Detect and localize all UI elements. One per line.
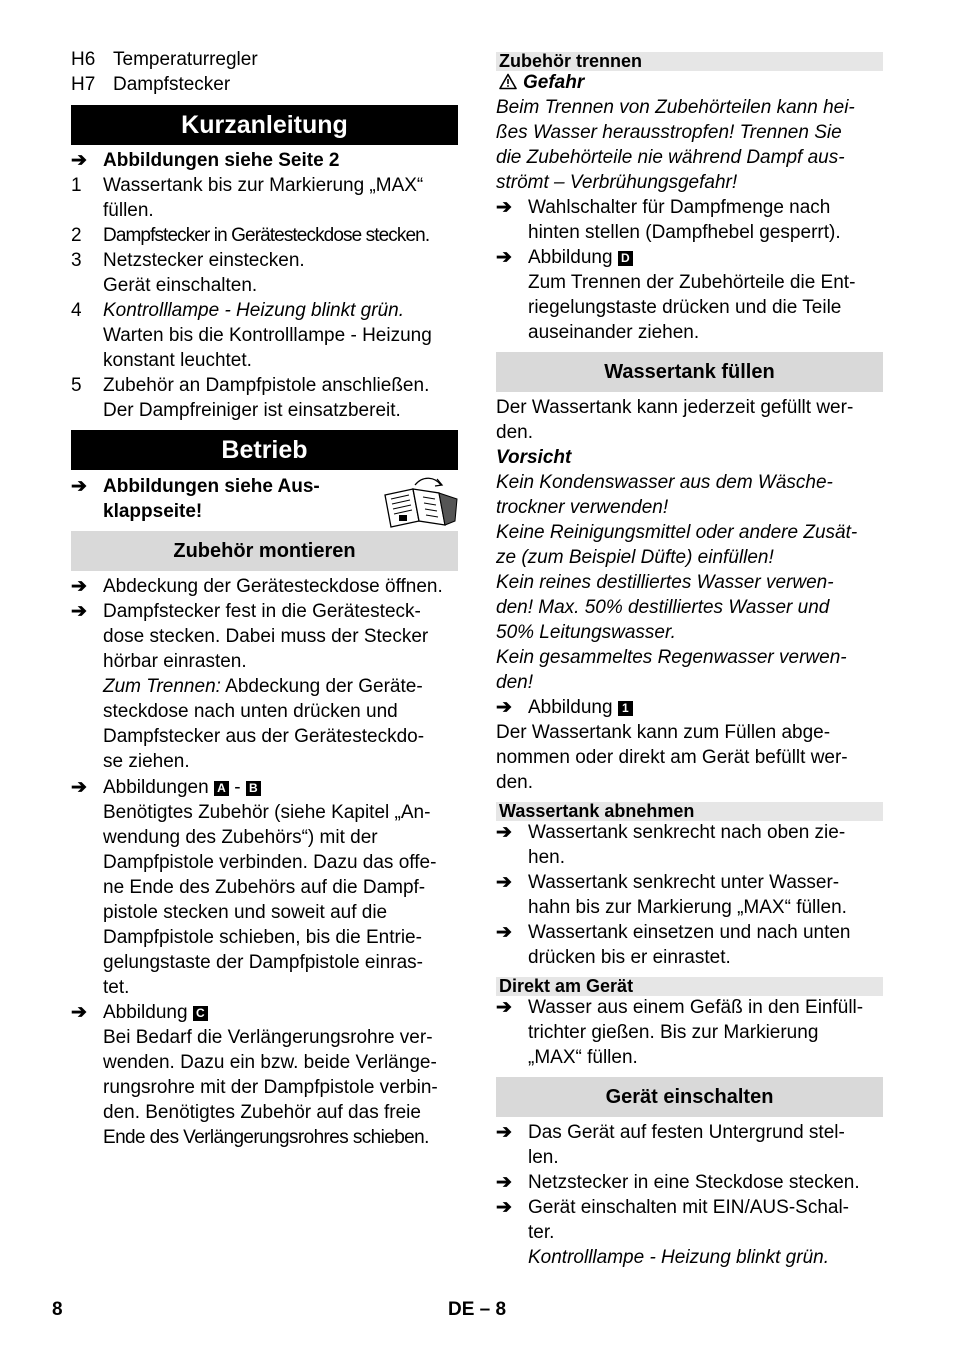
instruction-text: hahn bis zur Markierung „MAX“ füllen. — [528, 897, 847, 918]
caution-text: trockner verwenden! — [496, 497, 669, 518]
arrow-right-icon: ➔ — [496, 247, 512, 268]
instruction-text: Wassertank senkrecht unter Wasser- — [528, 872, 840, 893]
arrow-right-icon: ➔ — [496, 1172, 512, 1193]
instruction-text: Bei Bedarf die Verlängerungsrohre ver- — [103, 1027, 433, 1048]
instruction-text: Benötigtes Zubehör (siehe Kapitel „An- — [103, 802, 431, 823]
caution-text: den! — [496, 672, 533, 693]
figure-badge: A — [214, 781, 229, 796]
instruction-text: „MAX“ füllen. — [528, 1047, 638, 1068]
step-number: 1 — [71, 175, 82, 196]
figure-label: Abbildung — [528, 247, 613, 268]
instruction-text: hen. — [528, 847, 565, 868]
instruction-text — [528, 245, 633, 270]
warning-triangle-icon — [499, 73, 517, 90]
instruction-text: riegelungstaste drücken und die Teile — [528, 297, 842, 318]
arrow-right-icon: ➔ — [71, 777, 87, 798]
instruction-text: Dampfpistole verbinden. Dazu das offe- — [103, 852, 437, 873]
instruction-text: Netzstecker in eine Steckdose stecken. — [528, 1172, 860, 1193]
body-text: den. — [496, 772, 533, 793]
section-heading-kurzanleitung: Kurzanleitung — [71, 105, 458, 145]
arrow-right-icon: ➔ — [496, 872, 512, 893]
instruction-text: auseinander ziehen. — [528, 322, 700, 343]
instruction-text: wendung des Zubehörs“) mit der — [103, 827, 378, 848]
instruction-text: pistole stecken und soweit auf die — [103, 902, 388, 923]
instruction-text: wenden. Dazu ein bzw. beide Verlänge- — [103, 1052, 437, 1073]
instruction-text — [528, 695, 633, 720]
instruction-text: Das Gerät auf festen Untergrund stel- — [528, 1122, 845, 1143]
step-text: füllen. — [103, 200, 154, 221]
figure-label: Abbildung — [103, 1002, 188, 1023]
danger-label — [499, 70, 584, 95]
figure-reference: klappseite! — [103, 501, 203, 522]
instruction-text: Ende des Verlängerungsrohres schieben. — [103, 1127, 429, 1148]
caution-text: 50% Leitungswasser. — [496, 622, 676, 643]
instruction-text: Wasser aus einem Gefäß in den Einfüll- — [528, 997, 864, 1018]
instruction-text: drücken bis er einrastet. — [528, 947, 731, 968]
instruction-text — [103, 1000, 208, 1025]
arrow-right-icon: ➔ — [496, 697, 512, 718]
instruction-text: Dampfpistole schieben, bis die Entrie- — [103, 927, 422, 948]
step-text: Netzstecker einstecken. — [103, 250, 305, 271]
instruction-text — [103, 775, 261, 800]
page-number: 8 — [52, 1299, 63, 1320]
step-number: 2 — [71, 225, 82, 246]
subsection-heading-wassertank-abnehmen: Wassertank abnehmen — [496, 802, 883, 821]
danger-label-text: Gefahr — [523, 72, 585, 93]
step-text: Warten bis die Kontrolllampe - Heizung — [103, 325, 432, 346]
figure-reference: Abbildungen siehe Aus- — [103, 476, 320, 497]
step-number: 5 — [71, 375, 82, 396]
step-text: Kontrolllampe - Heizung blinkt grün. — [103, 300, 404, 321]
arrow-right-icon: ➔ — [71, 576, 87, 597]
subsection-heading-direkt-am-geraet: Direkt am Gerät — [496, 977, 883, 996]
instruction-text: Wassertank einsetzen und nach unten — [528, 922, 851, 943]
warning-text: strömt – Verbrühungsgefahr! — [496, 172, 738, 193]
arrow-right-icon: ➔ — [71, 1002, 87, 1023]
body-text: nommen oder direkt am Gerät befüllt wer- — [496, 747, 848, 768]
subsection-heading-zubehoer-trennen: Zubehör trennen — [496, 52, 883, 71]
section-heading-wassertank-fuellen: Wassertank füllen — [496, 352, 883, 392]
caution-text: den! Max. 50% destilliertes Wasser und — [496, 597, 830, 618]
step-text: Wassertank bis zur Markierung „MAX“ — [103, 175, 424, 196]
caution-text: Keine Reinigungsmittel oder andere Zusät- — [496, 522, 858, 543]
instruction-text: Zum Trennen der Zubehörteile die Ent- — [528, 272, 856, 293]
step-text: konstant leuchtet. — [103, 350, 252, 371]
warning-text: Beim Trennen von Zubehörteilen kann hei- — [496, 97, 855, 118]
step-text: Dampfstecker in Gerätesteckdose stecken. — [103, 225, 430, 246]
arrow-right-icon: ➔ — [496, 197, 512, 218]
status-text: Kontrolllampe - Heizung blinkt grün. — [528, 1247, 829, 1268]
foldout-booklet-icon — [379, 475, 459, 530]
legend-text: Temperaturregler — [113, 49, 258, 70]
figure-badge: 1 — [618, 701, 633, 716]
instruction-text: Wassertank senkrecht nach oben zie- — [528, 822, 846, 843]
instruction-text: hörbar einrasten. — [103, 651, 247, 672]
instruction-text: steckdose nach unten drücken und — [103, 701, 398, 722]
separator: - — [234, 777, 241, 798]
caution-label: Vorsicht — [496, 447, 572, 468]
figure-label: Abbildung — [528, 697, 613, 718]
caution-text: Kein reines destilliertes Wasser verwen- — [496, 572, 834, 593]
arrow-right-icon: ➔ — [496, 822, 512, 843]
figure-reference: Abbildungen siehe Seite 2 — [103, 150, 340, 171]
step-number: 3 — [71, 250, 82, 271]
step-number: 4 — [71, 300, 82, 321]
instruction-text: ter. — [528, 1222, 555, 1243]
body-text: Der Wassertank kann zum Füllen abge- — [496, 722, 831, 743]
instruction-text: dose stecken. Dabei muss der Stecker — [103, 626, 429, 647]
arrow-right-icon: ➔ — [71, 150, 87, 171]
section-heading-betrieb: Betrieb — [71, 430, 458, 470]
instruction-text: trichter gießen. Bis zur Markierung — [528, 1022, 819, 1043]
body-text: den. — [496, 422, 533, 443]
emphasis-text: Zum Trennen: — [103, 676, 221, 697]
step-text: Zubehör an Dampfpistole anschließen. — [103, 375, 430, 396]
instruction-text: Dampfstecker aus der Gerätesteckdo- — [103, 726, 425, 747]
page-label: DE – 8 — [448, 1299, 507, 1320]
instruction-text: Abdeckung der Geräte- — [220, 676, 423, 697]
section-heading-geraet-einschalten: Gerät einschalten — [496, 1077, 883, 1117]
legend-code: H7 — [71, 74, 96, 95]
warning-text: ßes Wasser herausstropfen! Trennen Sie — [496, 122, 842, 143]
figure-badge: C — [193, 1006, 208, 1021]
instruction-text: len. — [528, 1147, 559, 1168]
arrow-right-icon: ➔ — [71, 601, 87, 622]
arrow-right-icon: ➔ — [496, 922, 512, 943]
section-heading-zubehoer-montieren: Zubehör montieren — [71, 531, 458, 571]
caution-text: ze (zum Beispiel Düfte) einfüllen! — [496, 547, 774, 568]
arrow-right-icon: ➔ — [496, 997, 512, 1018]
step-text: Gerät einschalten. — [103, 275, 258, 296]
instruction-text: tet. — [103, 977, 130, 998]
caution-text: Kein Kondenswasser aus dem Wäsche- — [496, 472, 833, 493]
instruction-text: Dampfstecker fest in die Gerätesteck- — [103, 601, 421, 622]
body-text: Der Wassertank kann jederzeit gefüllt wer- — [496, 397, 854, 418]
instruction-text: rungsrohre mit der Dampfpistole verbin- — [103, 1077, 438, 1098]
legend-text: Dampfstecker — [113, 74, 231, 95]
arrow-right-icon: ➔ — [496, 1122, 512, 1143]
legend-code: H6 — [71, 49, 96, 70]
instruction-text: se ziehen. — [103, 751, 190, 772]
figure-label: Abbildungen — [103, 777, 209, 798]
instruction-text: ne Ende des Zubehörs auf die Dampf- — [103, 877, 426, 898]
caution-text: Kein gesammeltes Regenwasser verwen- — [496, 647, 847, 668]
instruction-text: den. Benötigtes Zubehör auf das freie — [103, 1102, 421, 1123]
instruction-text: Wahlschalter für Dampfmenge nach — [528, 197, 831, 218]
instruction-text: hinten stellen (Dampfhebel gesperrt). — [528, 222, 841, 243]
arrow-right-icon: ➔ — [496, 1197, 512, 1218]
figure-badge: B — [246, 781, 261, 796]
figure-badge: D — [618, 251, 633, 266]
arrow-right-icon: ➔ — [71, 476, 87, 497]
instruction-text — [103, 674, 423, 699]
warning-text: die Zubehörteile nie während Dampf aus- — [496, 147, 845, 168]
instruction-text: Abdeckung der Gerätesteckdose öffnen. — [103, 576, 443, 597]
instruction-text: Gerät einschalten mit EIN/AUS-Schal- — [528, 1197, 850, 1218]
instruction-text: gelungstaste der Dampfpistole einras- — [103, 952, 424, 973]
step-text: Der Dampfreiniger ist einsatzbereit. — [103, 400, 401, 421]
